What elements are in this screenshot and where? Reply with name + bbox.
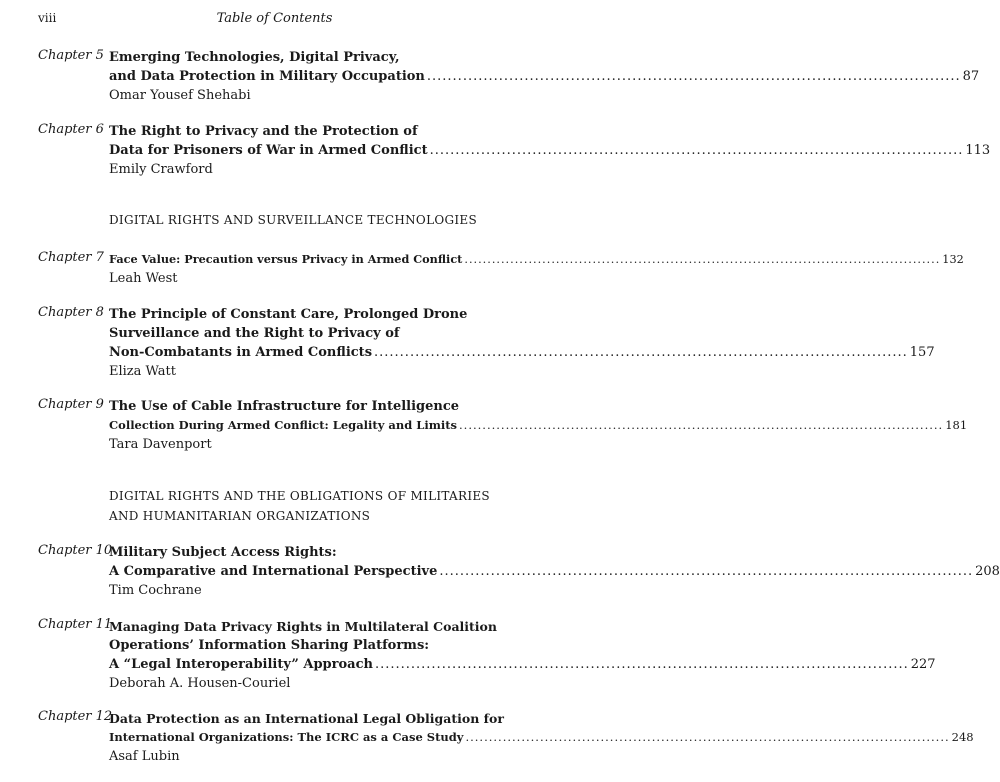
chapter-title-last-line <box>109 655 936 674</box>
chapter-page-number: 248 <box>951 730 974 744</box>
chapter-label: Chapter 10 <box>38 543 113 558</box>
chapter-author: Tara Davenport <box>109 437 212 452</box>
chapter-title-last-line <box>109 141 991 160</box>
chapter-title-line: Military Subject Access Rights: <box>109 545 337 560</box>
chapter-title-text: Collection During Armed Conflict: Legality and Limits <box>109 418 458 432</box>
chapter-title-text: A Comparative and International Perspective <box>109 564 438 579</box>
section-heading <box>109 210 509 230</box>
chapter-page-number: 157 <box>909 345 935 360</box>
chapter-label: Chapter 7 <box>38 250 104 265</box>
section-heading <box>109 486 509 526</box>
dot-leader: ........................................................................................................ <box>459 418 944 432</box>
dot-leader: ........................................................................................................ <box>429 143 964 158</box>
chapter-title-last-line <box>109 728 974 747</box>
chapter-title-line: Operations’ Information Sharing Platforms: <box>109 638 430 653</box>
dot-leader: ........................................................................................................ <box>465 730 950 744</box>
chapter-page-number: 208 <box>975 564 1000 579</box>
chapter-title-text: A “Legal Interoperability” Approach <box>109 657 373 672</box>
chapter-label: Chapter 11 <box>38 617 113 632</box>
chapter-author: Omar Yousef Shehabi <box>109 88 251 103</box>
dot-leader: ........................................................................................................ <box>426 69 961 84</box>
chapter-title-line: Surveillance and the Right to Privacy of <box>109 326 400 341</box>
chapter-title-line: Data Protection as an International Legal Obligation for <box>109 711 504 726</box>
chapter-title-last-line <box>109 562 1000 581</box>
chapter-label: Chapter 6 <box>38 122 104 137</box>
section-heading-line: DIGITAL RIGHTS AND THE OBLIGATIONS OF MILITARIES <box>109 489 490 503</box>
chapter-title-text: and Data Protection in Military Occupation <box>109 69 425 84</box>
chapter-author: Deborah A. Housen-Couriel <box>109 676 291 691</box>
chapter-title-last-line <box>109 416 968 435</box>
chapter-author: Emily Crawford <box>109 162 213 177</box>
chapter-page-number: 113 <box>965 143 991 158</box>
chapter-label: Chapter 8 <box>38 305 104 320</box>
dot-leader: ........................................................................................................ <box>374 345 908 360</box>
chapter-label: Chapter 5 <box>38 48 104 63</box>
chapter-page-number: 181 <box>945 418 968 432</box>
dot-leader: ........................................................................................................ <box>464 253 941 266</box>
chapter-page-number: 227 <box>910 657 936 672</box>
chapter-title-text: Data for Prisoners of War in Armed Conflict <box>109 143 428 158</box>
chapter-label: Chapter 12 <box>38 709 113 724</box>
chapter-page-number: 132 <box>942 253 964 266</box>
chapter-title-last-line <box>109 343 935 362</box>
chapter-title-line: The Use of Cable Infrastructure for Intelligence <box>109 399 460 414</box>
page-number: viii <box>38 11 57 25</box>
chapter-title-line: The Principle of Constant Care, Prolonged Drone <box>109 307 468 322</box>
chapter-author: Tim Cochrane <box>109 583 202 598</box>
chapter-author: Leah West <box>109 271 178 286</box>
chapter-title-text: International Organizations: The ICRC as a Case Study <box>109 730 464 744</box>
dot-leader: ........................................................................................................ <box>374 657 909 672</box>
chapter-title-text: Face Value: Precaution versus Privacy in Armed Conflict <box>109 252 463 266</box>
chapter-title-line: The Right to Privacy and the Protection of <box>109 124 418 139</box>
chapter-title-line: Managing Data Privacy Rights in Multilateral Coalition <box>109 619 497 634</box>
chapter-author: Eliza Watt <box>109 364 176 379</box>
chapter-title-line: Emerging Technologies, Digital Privacy, <box>109 50 400 65</box>
chapter-label: Chapter 9 <box>38 397 104 412</box>
section-heading-line: AND HUMANITARIAN ORGANIZATIONS <box>109 509 371 523</box>
chapter-title-text: Non-Combatants in Armed Conflicts <box>109 345 373 360</box>
chapter-page-number: 87 <box>962 69 980 84</box>
running-title: Table of Contents <box>216 11 333 26</box>
chapter-title-last-line <box>109 250 964 269</box>
dot-leader: ........................................................................................................ <box>439 564 974 579</box>
chapter-title-last-line <box>109 67 980 86</box>
section-heading-line: DIGITAL RIGHTS AND SURVEILLANCE TECHNOLOGIES <box>109 213 477 227</box>
chapter-author: Asaf Lubin <box>109 749 180 764</box>
